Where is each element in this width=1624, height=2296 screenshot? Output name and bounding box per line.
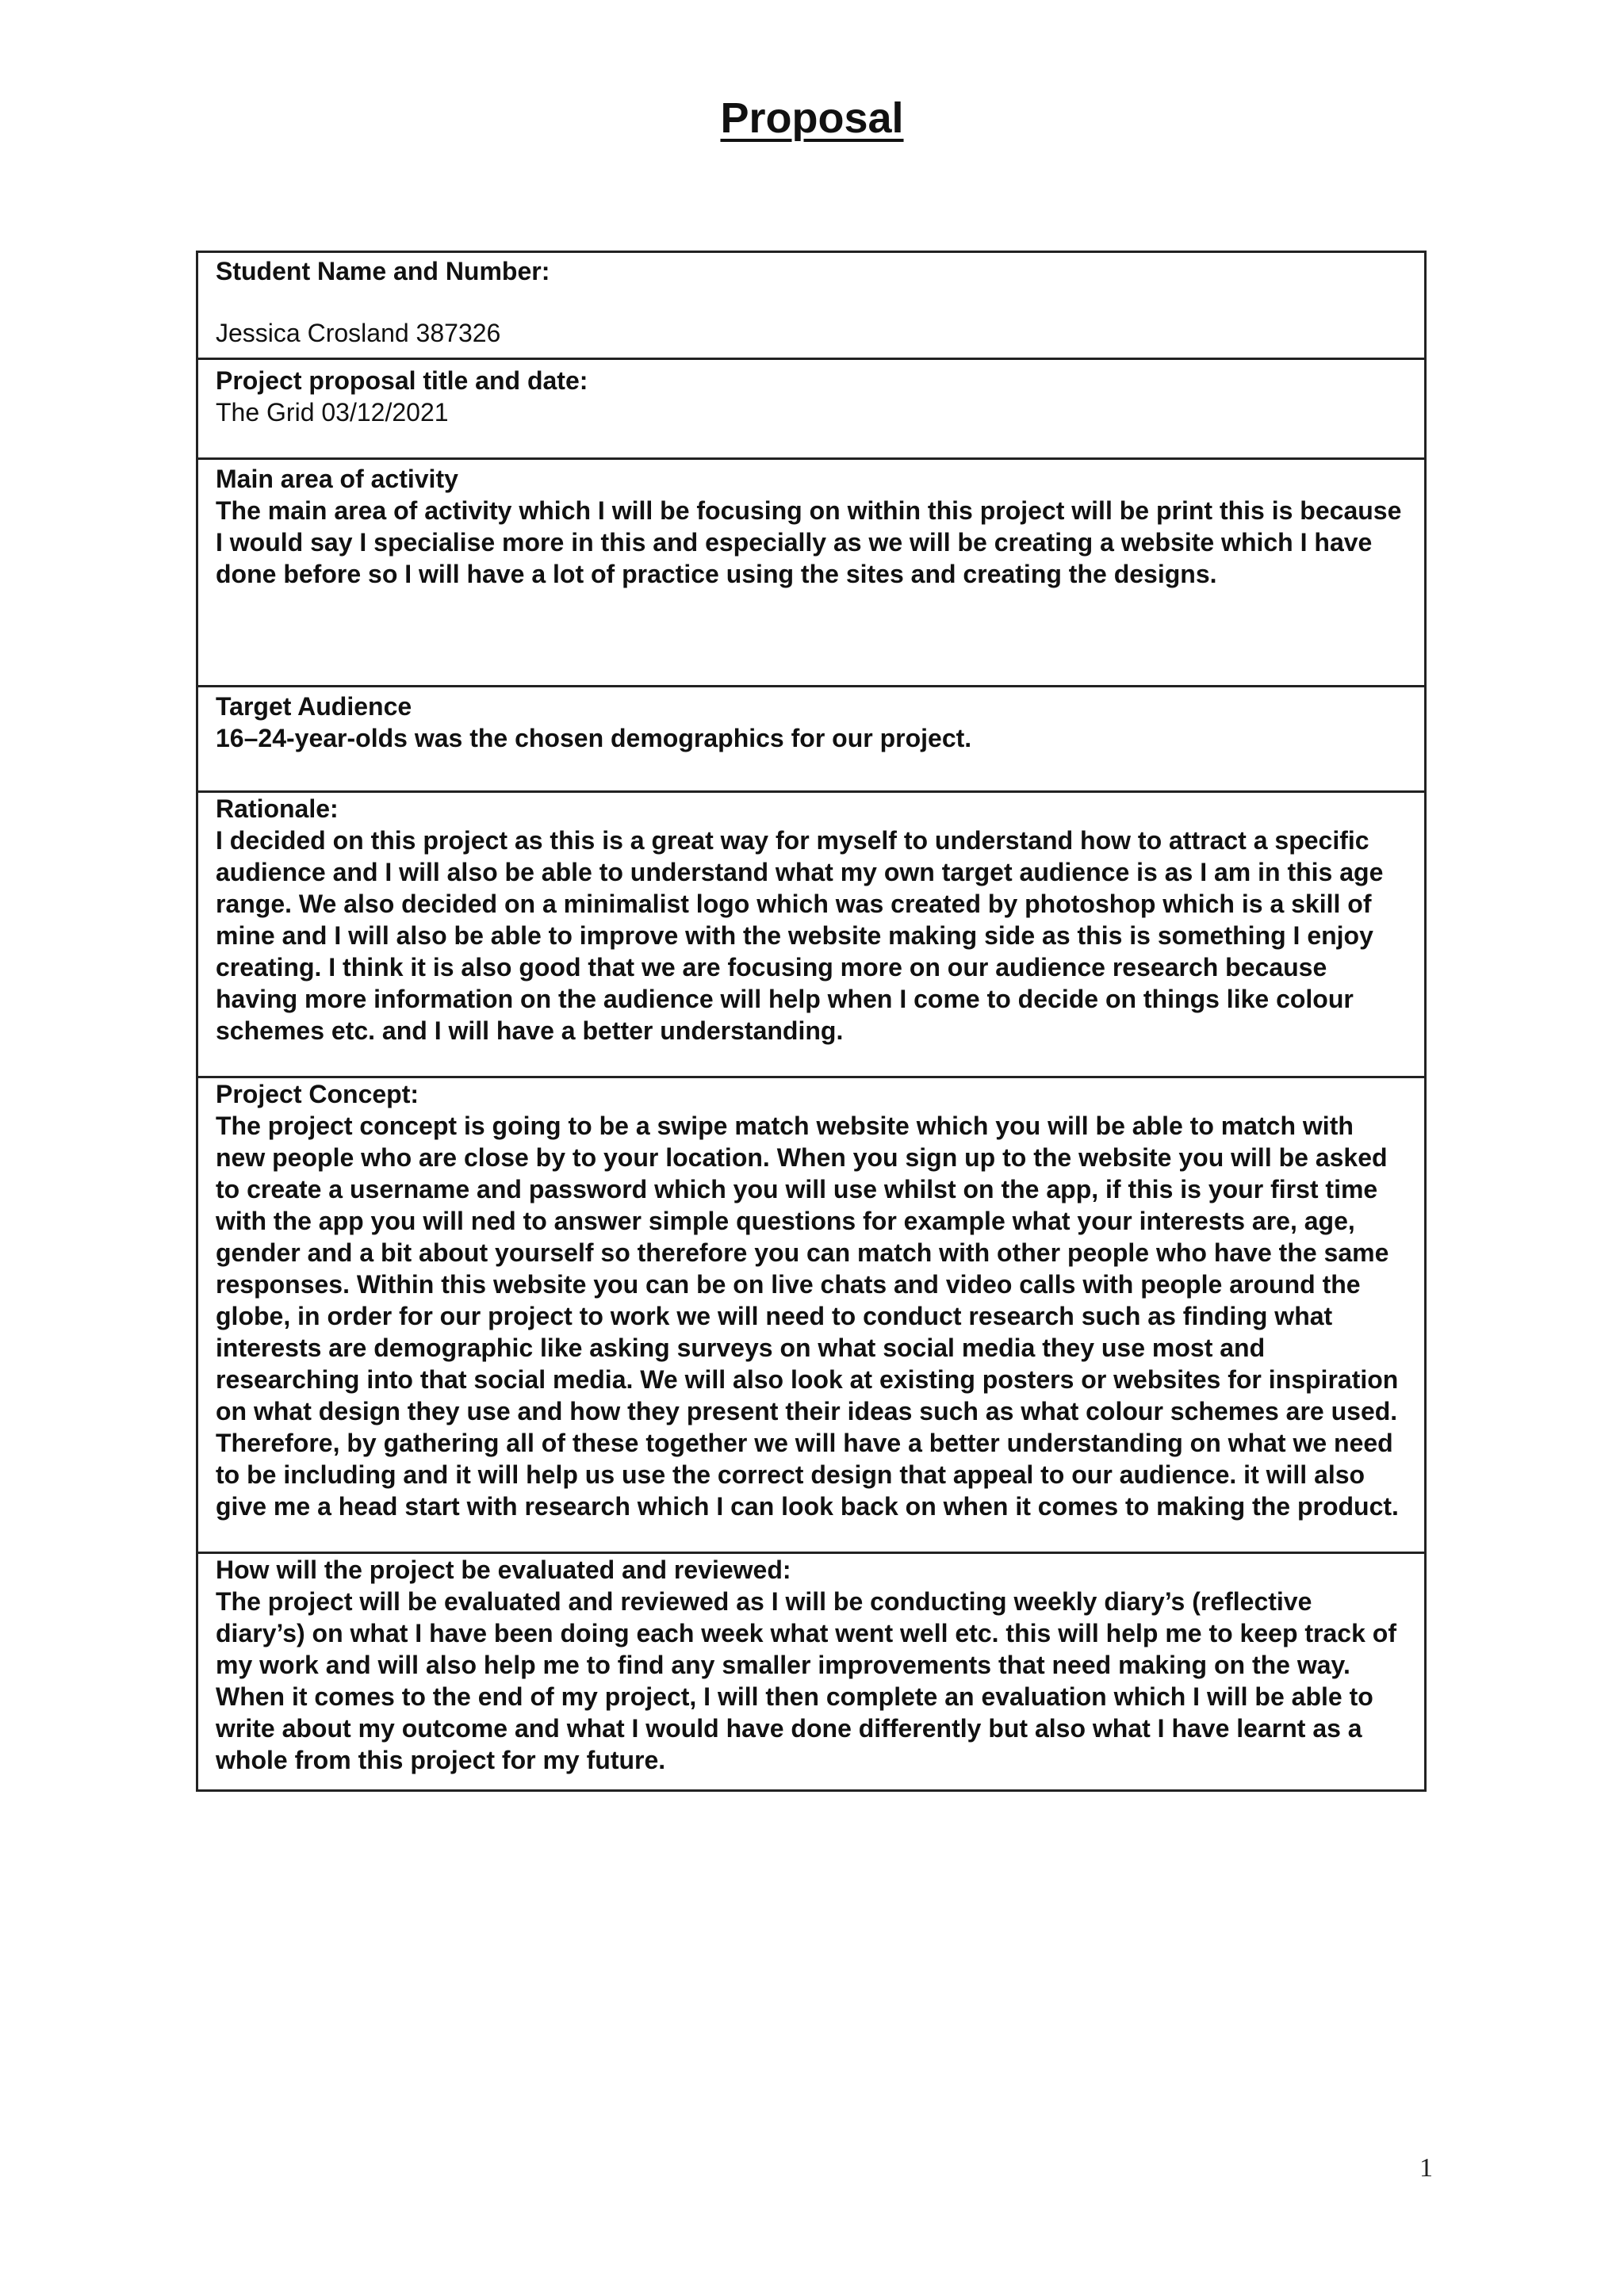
concept-label: Project Concept: bbox=[216, 1080, 419, 1108]
evaluation-label: How will the project be evaluated and reviewed: bbox=[216, 1556, 791, 1584]
title-date-section bbox=[198, 358, 1424, 457]
page-number: 1 bbox=[1419, 2153, 1433, 2183]
student-value: Jessica Crosland 387326 bbox=[216, 319, 501, 347]
evaluation-section bbox=[198, 1552, 1424, 1789]
student-label: Student Name and Number: bbox=[216, 257, 550, 285]
activity-section bbox=[198, 457, 1424, 685]
concept-text: The project concept is going to be a swipe match website which you will be able to match with new people who are close by to your location. When you sign up to the website you will be asked to create a username and password which you will use whilst on the app, if this is your first time with the app you will ned to answer simple questions for example what your interests are, age, gender and a bit about yourself so therefore you can match with other people who have the same responses. Within this website you can be on live chats and video calls with people around the globe, in order for our project to work we will need to conduct research such as finding what interests are demographic like asking surveys on what social media they use most and researching into that social media. We will also look at existing posters or websites for inspiration on what design they use and how they present their ideas such as what colour schemes are used. Therefore, by gathering all of these together we will have a better understanding on what we need to be including and it will help us use the correct design that appeal to our audience. it will also give me a head start with research which I can look back on when it comes to making the product. bbox=[216, 1112, 1399, 1521]
audience-label: Target Audience bbox=[216, 692, 412, 721]
audience-section bbox=[198, 685, 1424, 790]
student-section bbox=[198, 253, 1424, 358]
rationale-label: Rationale: bbox=[216, 794, 339, 823]
title-date-label: Project proposal title and date: bbox=[216, 366, 588, 395]
page-title: Proposal bbox=[720, 94, 904, 142]
activity-label: Main area of activity bbox=[216, 465, 458, 493]
concept-section bbox=[198, 1076, 1424, 1552]
proposal-table bbox=[196, 251, 1427, 1792]
rationale-text: I decided on this project as this is a great way for myself to understand how to attract a specific audience and I will also be able to understand what my own target audience is as I am in this age range. We also decided on a minimalist logo which was created by photoshop which is a skill of mine and I will also be able to improve with the website making side as this is something I enjoy creating. I think it is also good that we are focusing more on our audience research because having more information on the audience will help when I come to decide on things like colour schemes etc. and I will have a better understanding. bbox=[216, 826, 1384, 1045]
rationale-section bbox=[198, 790, 1424, 1076]
activity-text: The main area of activity which I will be focusing on within this project will be print this is because I would say I specialise more in this and especially as we will be creating a website which I have done before so I will have a lot of practice using the sites and creating the designs. bbox=[216, 496, 1402, 588]
audience-text: 16–24-year-olds was the chosen demographics for our project. bbox=[216, 724, 972, 752]
evaluation-text: The project will be evaluated and reviewed as I will be conducting weekly diary’s (reflective diary’s) on what I have been doing each week what went well etc. this will help me to keep track of my work and will also help me to find any smaller improvements that need making on the way. When it comes to the end of my project, I will then complete an evaluation which I will be able to write about my outcome and what I would have done differently but also what I have learnt as a whole from this project for my future. bbox=[216, 1587, 1396, 1774]
title-date-value: The Grid 03/12/2021 bbox=[216, 398, 449, 427]
